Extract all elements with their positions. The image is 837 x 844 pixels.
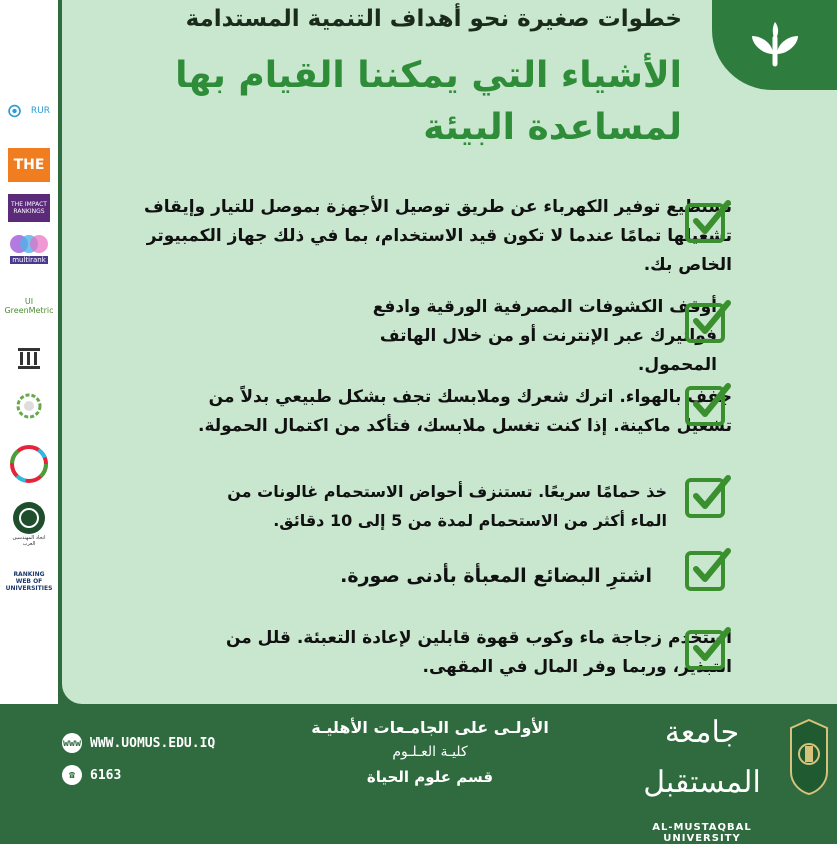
page-title [122, 50, 682, 154]
university-name-english: AL-MUSTAQBAL UNIVERSITY [652, 822, 752, 844]
university-name-arabic: جامعة المستقبل [643, 715, 761, 800]
phone-icon: ☎ [62, 765, 82, 785]
check-icon [684, 624, 734, 672]
university-name [617, 708, 787, 844]
leaf-icon [740, 20, 810, 70]
list-item: أوقف الكشوفات المصرفية الورقية وادفع فواتيرك عبر الإنترنت أو من خلال الهاتف المحمول. [372, 297, 717, 375]
engineers-logo: اتحاد المهندسين العرب [8, 496, 50, 552]
footer-line-3: قسم علوم الحياة [366, 768, 494, 786]
list-item: تستطيع توفير الكهرباء عن طريق توصيل الأجهزة بموصل للتيار وإيقاف تشغيلها تمامًا عندما لا تكون قيد الاستخدام، بما في ذلك جهاز الكمبيوتر الخاص بك. [144, 197, 732, 275]
footer-line-1: الأولـى على الجامـعات الأهليـة [311, 718, 549, 737]
website-contact[interactable] [62, 733, 215, 753]
phone-contact[interactable] [62, 765, 121, 785]
website-text: WWW.UOMUS.EDU.IQ [90, 735, 216, 751]
check-icon [684, 197, 734, 245]
list-item: جفف بالهواء. اترك شعرك وملابسك تجف بشكل طبيعي بدلاً من تشغيل ماكينة. إذا كنت تغسل ملابسك، فتأكد من اكتمال الحمولة. [198, 387, 732, 436]
phone-text: 6163 [90, 767, 122, 783]
multirank-logo: multirank [8, 228, 50, 268]
check-icon [684, 297, 734, 345]
list-item: اشترِ البضائع المعبأة بأدنى صورة. [340, 565, 652, 587]
logo-sidebar [0, 0, 58, 704]
globe-icon: www [62, 733, 82, 753]
title-line-2: لمساعدة البيئة [423, 107, 682, 148]
check-icon [684, 545, 734, 593]
list-item: استخدم زجاجة ماء وكوب قهوة قابلين لإعادة التعبئة. قلل من التبذير، وربما وفر المال في المقهى. [225, 628, 732, 677]
rur-logo: RUR [8, 92, 50, 130]
greenmetric-logo: UI GreenMetric [4, 297, 54, 315]
sdg-logo [8, 442, 50, 486]
building-logo [8, 342, 50, 372]
university-emblem-icon [787, 716, 831, 800]
list-item: خذ حمامًا سريعًا. تستنزف أحواض الاستحمام غالونات من الماء أكثر من الاستحمام لمدة من 5 إلى 10 دقائق. [227, 482, 667, 530]
title-line-1: الأشياء التي يمكننا القيام بها [175, 55, 682, 96]
check-icon [684, 472, 734, 520]
footer-line-2: كليـة العـلـوم [392, 744, 468, 760]
webometrics-logo: RANKING WEB OF UNIVERSITIES [5, 570, 53, 592]
the-impact-logo: THE IMPACT RANKINGS [8, 194, 50, 222]
arab-ranking-logo [8, 388, 50, 428]
page-subtitle: خطوات صغيرة نحو أهداف التنمية المستدامة [185, 6, 682, 32]
the-logo: THE [8, 148, 50, 182]
check-icon [684, 380, 734, 428]
